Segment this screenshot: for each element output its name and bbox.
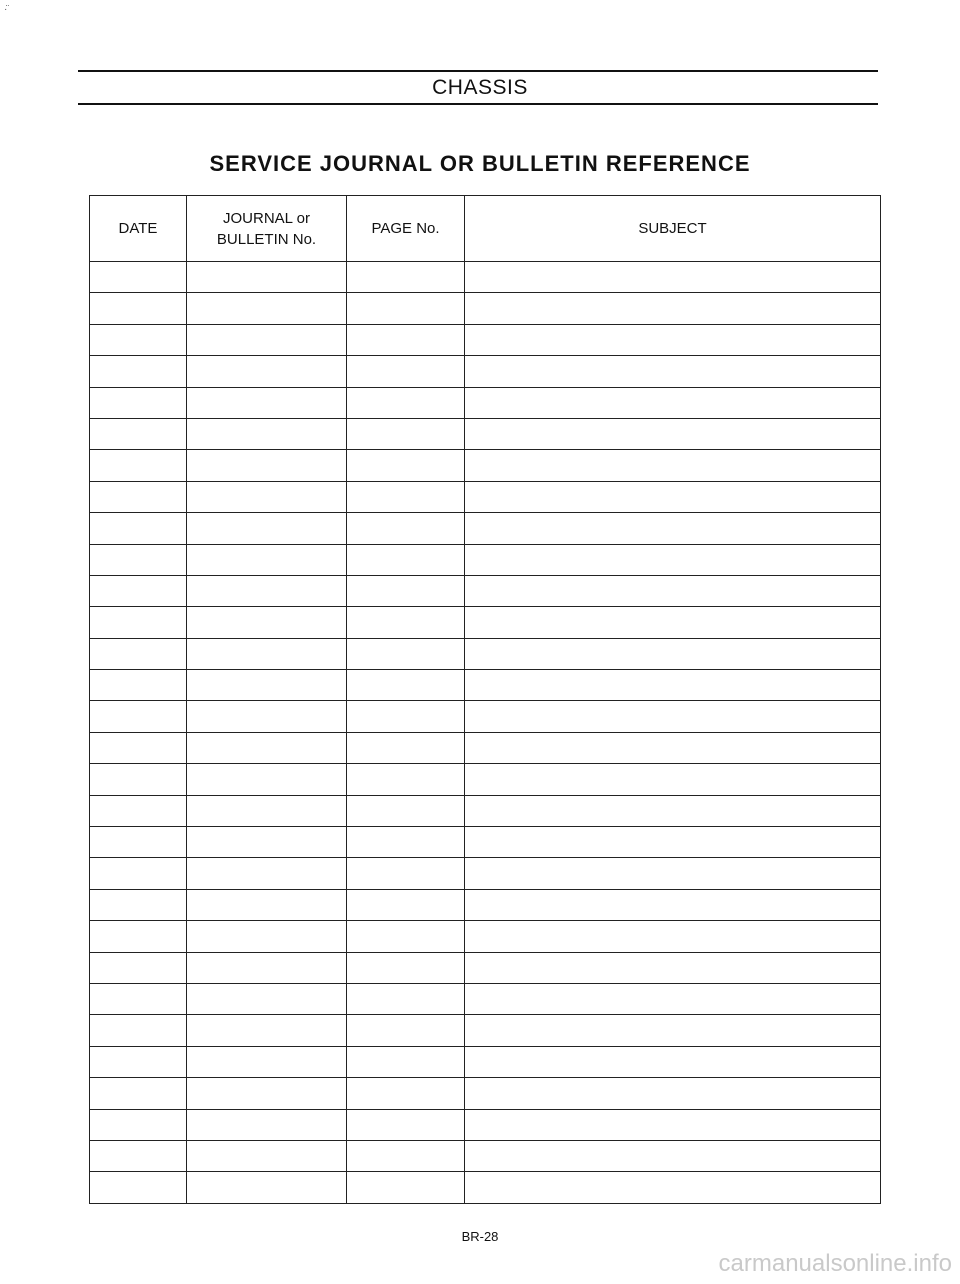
table-cell-journal-bulletin <box>187 1015 347 1046</box>
table-cell-page-no <box>347 701 465 732</box>
table-cell-date <box>90 701 187 732</box>
table-cell-date <box>90 575 187 606</box>
table-cell-date <box>90 324 187 355</box>
table-cell-date <box>90 732 187 763</box>
table-cell-journal-bulletin <box>187 387 347 418</box>
table-cell-subject <box>465 607 881 638</box>
table-cell-journal-bulletin <box>187 921 347 952</box>
table-row <box>90 858 881 889</box>
table-row <box>90 1140 881 1171</box>
table-header-row <box>90 196 881 262</box>
table-cell-journal-bulletin <box>187 795 347 826</box>
table-cell-journal-bulletin <box>187 670 347 701</box>
watermark: carmanualsonline.info <box>718 1250 952 1277</box>
table-cell-journal-bulletin <box>187 1172 347 1203</box>
table-cell-date <box>90 1078 187 1109</box>
table-row <box>90 324 881 355</box>
table-row <box>90 827 881 858</box>
table-cell-subject <box>465 450 881 481</box>
table-row <box>90 952 881 983</box>
table-cell-subject <box>465 1109 881 1140</box>
table-cell-date <box>90 921 187 952</box>
table-cell-journal-bulletin <box>187 764 347 795</box>
column-header-label: DATE <box>118 220 158 237</box>
table-cell-journal-bulletin <box>187 575 347 606</box>
table-cell-page-no <box>347 450 465 481</box>
table-cell-page-no <box>347 262 465 293</box>
table-cell-date <box>90 262 187 293</box>
table-cell-subject <box>465 638 881 669</box>
header-rule-top <box>78 70 878 72</box>
column-header-date <box>90 196 187 262</box>
table-cell-subject <box>465 889 881 920</box>
table-cell-page-no <box>347 952 465 983</box>
table-cell-subject <box>465 670 881 701</box>
header-rule-bottom <box>78 103 878 105</box>
table-cell-page-no <box>347 418 465 449</box>
table-cell-subject <box>465 921 881 952</box>
table-cell-subject <box>465 544 881 575</box>
table-cell-subject <box>465 387 881 418</box>
table-cell-page-no <box>347 1046 465 1077</box>
table-cell-date <box>90 513 187 544</box>
table-cell-date <box>90 418 187 449</box>
table-cell-journal-bulletin <box>187 1140 347 1171</box>
table-row <box>90 1078 881 1109</box>
table-cell-subject <box>465 1078 881 1109</box>
table-row <box>90 1109 881 1140</box>
table-row <box>90 670 881 701</box>
table-row <box>90 293 881 324</box>
table-cell-journal-bulletin <box>187 418 347 449</box>
table-cell-page-no <box>347 356 465 387</box>
table-cell-page-no <box>347 1078 465 1109</box>
table-cell-journal-bulletin <box>187 513 347 544</box>
table-cell-page-no <box>347 481 465 512</box>
table-cell-subject <box>465 262 881 293</box>
table-cell-date <box>90 1172 187 1203</box>
table-cell-date <box>90 858 187 889</box>
table-cell-date <box>90 544 187 575</box>
table-cell-subject <box>465 795 881 826</box>
table-cell-journal-bulletin <box>187 701 347 732</box>
table-row <box>90 544 881 575</box>
table-cell-subject <box>465 1046 881 1077</box>
table-cell-subject <box>465 293 881 324</box>
table-row <box>90 356 881 387</box>
table-cell-journal-bulletin <box>187 262 347 293</box>
table-row <box>90 1172 881 1203</box>
column-header-label: PAGE No. <box>371 220 440 237</box>
table-cell-subject <box>465 1140 881 1171</box>
table-cell-page-no <box>347 795 465 826</box>
document-title: SERVICE JOURNAL OR BULLETIN REFERENCE <box>209 151 751 176</box>
table-cell-date <box>90 889 187 920</box>
scan-corner-mark: ·̈ <box>4 4 8 15</box>
table-row <box>90 795 881 826</box>
table-cell-page-no <box>347 575 465 606</box>
table-cell-page-no <box>347 983 465 1014</box>
page-number: BR-28 <box>461 1229 499 1244</box>
table-row <box>90 481 881 512</box>
table-cell-page-no <box>347 858 465 889</box>
table-row <box>90 513 881 544</box>
table-cell-date <box>90 293 187 324</box>
table-row <box>90 889 881 920</box>
table-row <box>90 607 881 638</box>
table-cell-subject <box>465 356 881 387</box>
table-cell-journal-bulletin <box>187 827 347 858</box>
table-cell-journal-bulletin <box>187 732 347 763</box>
table-cell-subject <box>465 827 881 858</box>
table-row <box>90 1046 881 1077</box>
table-cell-journal-bulletin <box>187 983 347 1014</box>
table-cell-date <box>90 827 187 858</box>
table-row <box>90 575 881 606</box>
table-cell-date <box>90 952 187 983</box>
table-row <box>90 732 881 763</box>
table-cell-page-no <box>347 607 465 638</box>
table-cell-journal-bulletin <box>187 889 347 920</box>
table-cell-date <box>90 450 187 481</box>
table-cell-page-no <box>347 1172 465 1203</box>
table-cell-subject <box>465 1172 881 1203</box>
table-row <box>90 450 881 481</box>
table-cell-date <box>90 983 187 1014</box>
table-cell-date <box>90 607 187 638</box>
table-row <box>90 1015 881 1046</box>
table-cell-subject <box>465 513 881 544</box>
table-row <box>90 387 881 418</box>
table-cell-date <box>90 1140 187 1171</box>
table-cell-subject <box>465 701 881 732</box>
table-body <box>90 262 881 1204</box>
table-cell-date <box>90 1015 187 1046</box>
table-row <box>90 921 881 952</box>
table-cell-date <box>90 795 187 826</box>
table-cell-page-no <box>347 732 465 763</box>
table-cell-journal-bulletin <box>187 607 347 638</box>
table-cell-journal-bulletin <box>187 324 347 355</box>
table-cell-date <box>90 1046 187 1077</box>
table-cell-page-no <box>347 544 465 575</box>
table-cell-subject <box>465 575 881 606</box>
section-title: CHASSIS <box>432 76 528 99</box>
table-cell-subject <box>465 732 881 763</box>
reference-table <box>89 195 881 1204</box>
table-cell-journal-bulletin <box>187 638 347 669</box>
table-cell-journal-bulletin <box>187 1109 347 1140</box>
table-cell-page-no <box>347 1015 465 1046</box>
column-header-label: SUBJECT <box>638 220 707 237</box>
table-row <box>90 764 881 795</box>
column-header-label: JOURNAL or BULLETIN No. <box>216 209 317 248</box>
table-cell-journal-bulletin <box>187 858 347 889</box>
table-cell-subject <box>465 418 881 449</box>
table-cell-page-no <box>347 1140 465 1171</box>
table-cell-page-no <box>347 889 465 920</box>
column-header-journal-bulletin <box>187 196 347 262</box>
table-cell-page-no <box>347 638 465 669</box>
table-cell-subject <box>465 324 881 355</box>
table-cell-page-no <box>347 827 465 858</box>
table-row <box>90 262 881 293</box>
table-cell-subject <box>465 952 881 983</box>
table-cell-journal-bulletin <box>187 450 347 481</box>
table-cell-date <box>90 764 187 795</box>
table-cell-journal-bulletin <box>187 293 347 324</box>
table-cell-journal-bulletin <box>187 544 347 575</box>
table-cell-page-no <box>347 670 465 701</box>
table-cell-date <box>90 1109 187 1140</box>
table-cell-page-no <box>347 387 465 418</box>
table-row <box>90 701 881 732</box>
table-cell-page-no <box>347 513 465 544</box>
table-cell-journal-bulletin <box>187 481 347 512</box>
table-row <box>90 983 881 1014</box>
table-cell-subject <box>465 858 881 889</box>
table-cell-date <box>90 670 187 701</box>
column-header-page-no <box>347 196 465 262</box>
table-cell-page-no <box>347 1109 465 1140</box>
table-cell-journal-bulletin <box>187 1046 347 1077</box>
table-cell-date <box>90 387 187 418</box>
table-cell-subject <box>465 481 881 512</box>
table-cell-date <box>90 638 187 669</box>
table-cell-journal-bulletin <box>187 1078 347 1109</box>
table-cell-subject <box>465 983 881 1014</box>
table-row <box>90 418 881 449</box>
table-cell-date <box>90 481 187 512</box>
table-row <box>90 638 881 669</box>
table-cell-page-no <box>347 921 465 952</box>
table-cell-page-no <box>347 324 465 355</box>
table-cell-page-no <box>347 764 465 795</box>
table-cell-subject <box>465 764 881 795</box>
table-cell-journal-bulletin <box>187 952 347 983</box>
table-cell-subject <box>465 1015 881 1046</box>
table-cell-journal-bulletin <box>187 356 347 387</box>
table-cell-page-no <box>347 293 465 324</box>
table-cell-date <box>90 356 187 387</box>
column-header-subject <box>465 196 881 262</box>
